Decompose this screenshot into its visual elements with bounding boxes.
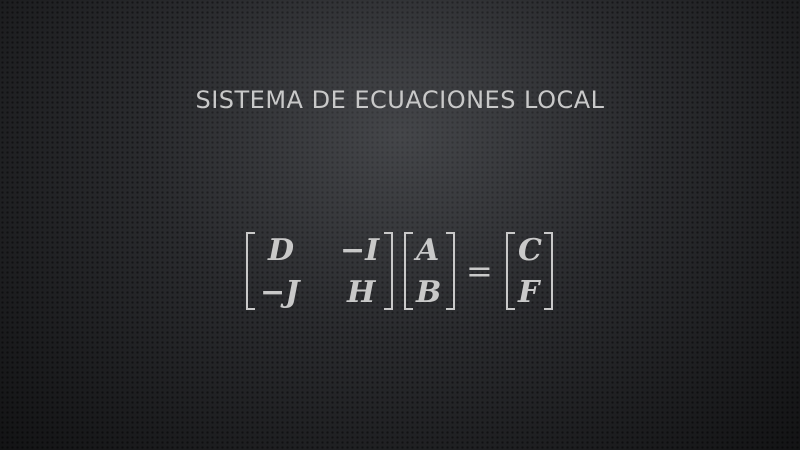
slide-title: SISTEMA DE ECUACIONES LOCAL [195, 86, 605, 114]
matrix-entry-r2c1: −J [260, 275, 300, 310]
unknown-b: B [416, 275, 442, 310]
unknowns-right-bracket [446, 232, 455, 310]
unknown-a: A [416, 233, 440, 268]
matrix-entry-r1c2: −I [340, 233, 380, 268]
matrix-entry-r1c1: D [268, 233, 295, 268]
rhs-left-bracket [506, 232, 515, 310]
rhs-c: C [518, 233, 542, 268]
equals-sign: = [466, 252, 493, 290]
unknowns-left-bracket [404, 232, 413, 310]
matrix-left-bracket [246, 232, 255, 310]
matrix-entry-r2c2: H [347, 275, 376, 310]
rhs-f: F [518, 275, 540, 310]
matrix-equation [244, 232, 564, 318]
rhs-right-bracket [544, 232, 553, 310]
matrix-right-bracket [384, 232, 393, 310]
